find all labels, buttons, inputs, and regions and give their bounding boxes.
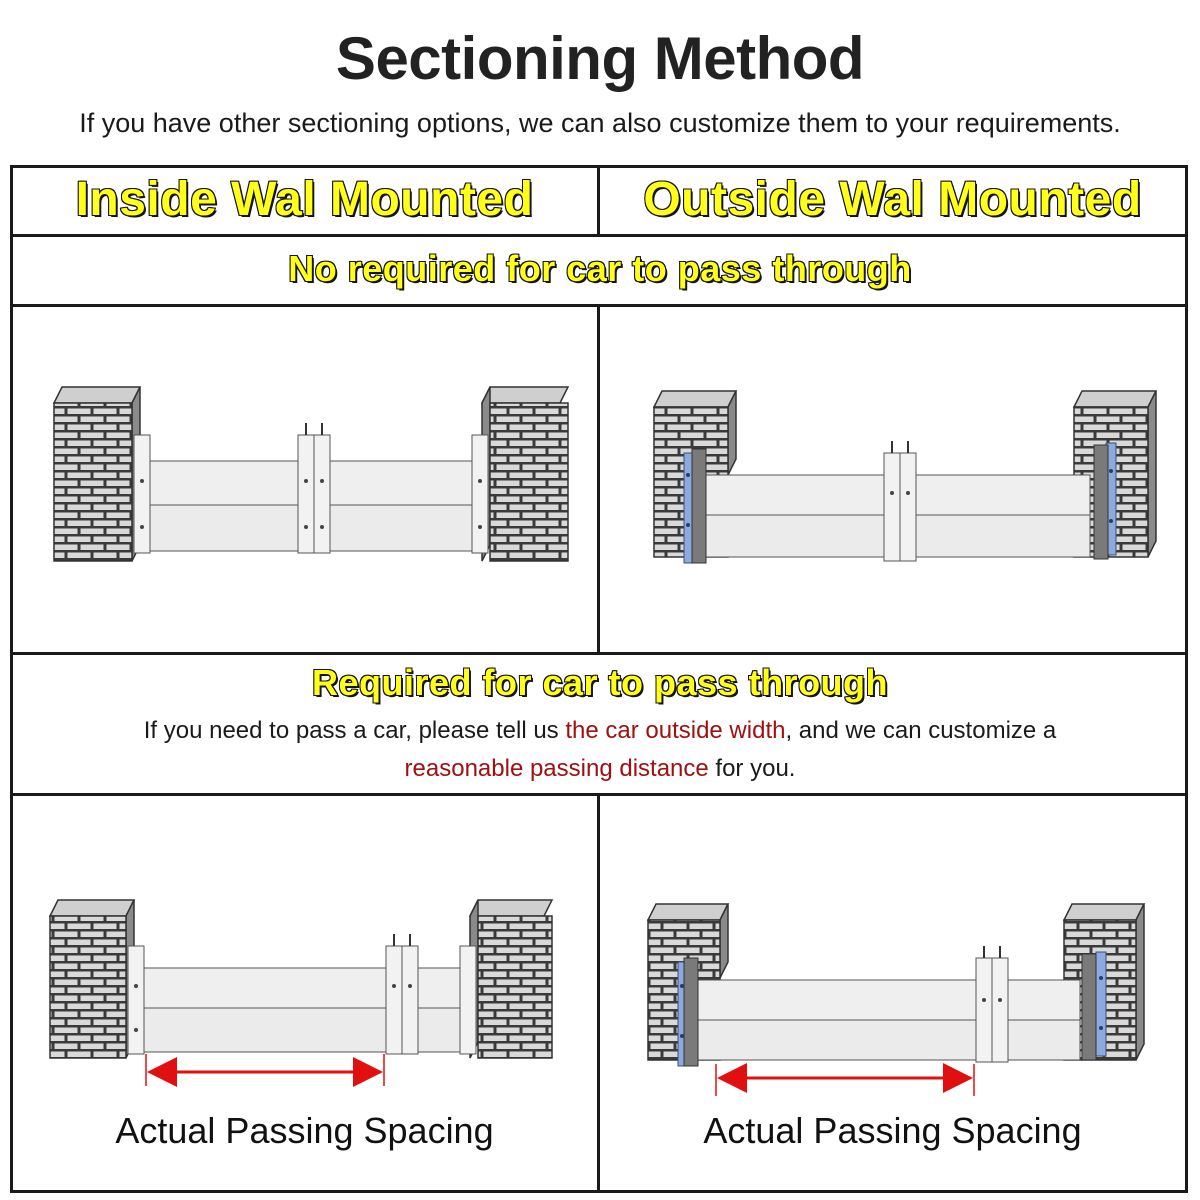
row-heading-pass: Required for car to pass through: [311, 662, 889, 703]
pass-note-part1: If you need to pass a car, please tell us: [143, 717, 566, 744]
page-subtitle: If you have other sectioning options, we can also customize them to your requirements.: [79, 108, 1121, 138]
left-pillar: [50, 900, 134, 1058]
diagram-inside-pass: [40, 890, 580, 1105]
pass-note-part3: for you.: [708, 755, 796, 782]
diagram-inside-no-pass: [40, 375, 580, 575]
row-heading-no-pass: No required for car to pass through: [288, 248, 912, 289]
pass-note-part2: , and we can customize a: [785, 717, 1057, 744]
spacing-label-inside: Actual Passing Spacing: [115, 1110, 494, 1151]
spacing-label-outside: Actual Passing Spacing: [703, 1110, 1082, 1151]
diagram-outside-pass: [636, 890, 1166, 1105]
pass-note: [14, 712, 1186, 788]
diagram-outside-no-pass: [640, 375, 1170, 585]
left-pillar: [54, 387, 140, 561]
page-title: Sectioning Method: [335, 25, 865, 92]
right-pillar: [470, 900, 552, 1058]
column-heading-outside: Outside Wal Mounted: [643, 173, 1142, 226]
pass-note-highlight-distance: reasonable passing distance: [404, 755, 709, 782]
pass-note-highlight-width: the car outside width: [565, 717, 786, 744]
column-heading-inside: Inside Wal Mounted: [75, 173, 534, 226]
right-pillar: [482, 387, 568, 561]
